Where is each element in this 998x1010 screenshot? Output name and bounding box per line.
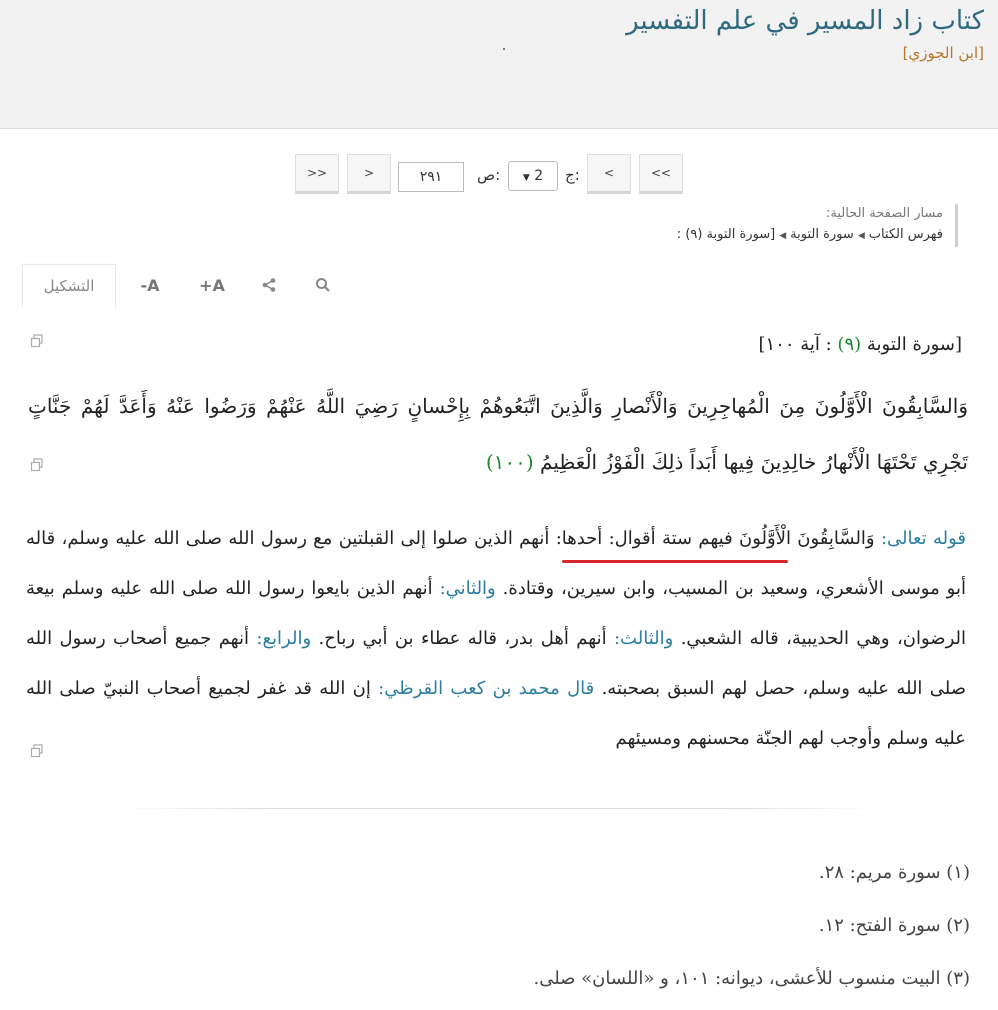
third-label: والثالث:: [613, 628, 674, 649]
volume-select[interactable]: [508, 161, 558, 191]
font-decrease-button[interactable]: -A: [140, 275, 160, 295]
highlight-underline: [562, 560, 788, 563]
tafsir-part-4: أنهم جميع أصحاب رسول الله صلى الله عليه وسلم، حصل لهم السبق بصحبته.: [26, 628, 966, 699]
decorative-dot: [503, 48, 505, 50]
tafsir-paragraph: [26, 514, 966, 764]
second-label: والثاني:: [439, 578, 496, 599]
tafsir-part-1: وَالسَّابِقُونَ الْأَوَّلُونَ فيهم ستة أقوال: أحدها: أنهم الذين صلوا إلى القبلتين مع رسول الله صلى الله عليه وسلم، قاله أبو موسى الأشعري، وسعيد بن المسيب، وابن سيرين، وقتادة.: [26, 528, 966, 599]
book-author[interactable]: [ابن الجوزي]: [902, 44, 984, 62]
volume-label: ج:: [565, 166, 580, 184]
chevron-left-icon: ◀: [857, 231, 865, 241]
prev-page-button[interactable]: <: [587, 154, 631, 194]
chevron-down-icon: ▼: [522, 173, 530, 183]
page-number-input[interactable]: ٢٩١: [398, 162, 464, 192]
surah-number: (٩): [837, 334, 862, 355]
breadcrumb-item-index[interactable]: فهرس الكتاب: [868, 227, 943, 242]
ayah-heading-prefix: [سورة التوبة: [861, 334, 962, 355]
footnote-2: (٢) سورة الفتح: ١٢.: [818, 915, 970, 936]
volume-value: 2: [534, 168, 544, 184]
search-icon[interactable]: [308, 264, 338, 306]
ayah-heading: [758, 334, 962, 355]
tashkeel-toggle[interactable]: التشكيل: [22, 264, 116, 307]
tafsir-part-3: أنهم أهل بدر، قاله عطاء بن أبي رباح.: [311, 628, 614, 649]
breadcrumb-item-current[interactable]: [سورة التوبة (٩) :: [676, 227, 776, 242]
book-header: [0, 0, 998, 129]
page-navigator: [295, 154, 695, 198]
qal-label: قال محمد بن كعب القرظي:: [378, 678, 595, 699]
tafsir-part-5: إن الله قد غفر لجميع أصحاب النبيّ صلى الله عليه وسلم وأوجب لهم الجنّة محسنهم ومسيئهم: [26, 678, 966, 749]
footnote-1: (١) سورة مريم: ٢٨.: [818, 862, 970, 883]
book-title[interactable]: كتاب زاد المسير في علم التفسير: [626, 6, 984, 36]
divider: [120, 808, 878, 809]
breadcrumb-path: [677, 224, 943, 247]
breadcrumb-label: مسار الصفحة الحالية:: [825, 206, 943, 221]
tafsir-part-2: أنهم الذين بايعوا رسول الله صلى الله عليه وسلم بيعة الرضوان، وهي الحديبية، قاله الشعبي.: [26, 578, 966, 649]
page-label: ص:: [477, 166, 501, 184]
share-icon[interactable]: [254, 264, 284, 306]
qawluhu-label: قوله تعالى:: [880, 528, 967, 549]
breadcrumb: [677, 204, 958, 247]
first-page-button[interactable]: <<: [639, 154, 683, 194]
quran-verse: [28, 378, 968, 490]
footnote-3: (٣) البيت منسوب للأعشى، ديوانه: ١٠١، و «اللسان» صلى.: [533, 968, 970, 989]
breadcrumb-item-surah[interactable]: سورة التوبة: [790, 227, 854, 242]
fourth-label: والرابع:: [256, 628, 312, 649]
reading-toolbar: [22, 264, 362, 306]
copy-icon[interactable]: [30, 334, 44, 348]
next-page-button[interactable]: >: [347, 154, 391, 194]
quran-text: وَالسَّابِقُونَ الْأَوَّلُونَ مِنَ الْمُهاجِرِينَ وَالْأَنْصارِ وَالَّذِينَ اتَّبَعُوهُمْ بِإِحْسانٍ رَضِيَ اللَّهُ عَنْهُمْ وَرَضُوا عَنْهُ وَأَعَدَّ لَهُمْ جَنَّاتٍ تَجْرِي تَحْتَهَا الْأَنْهارُ خالِدِينَ فِيها أَبَداً ذلِكَ الْفَوْزُ الْعَظِيمُ: [28, 394, 968, 474]
font-increase-button[interactable]: +A: [199, 275, 225, 295]
ayah-heading-suffix: : آية ١٠٠]: [758, 334, 838, 355]
footnotes: [533, 846, 970, 1005]
chevron-left-icon: ◀: [779, 231, 787, 241]
ayah-number: (١٠٠): [485, 450, 534, 474]
last-page-button[interactable]: >>: [295, 154, 339, 194]
